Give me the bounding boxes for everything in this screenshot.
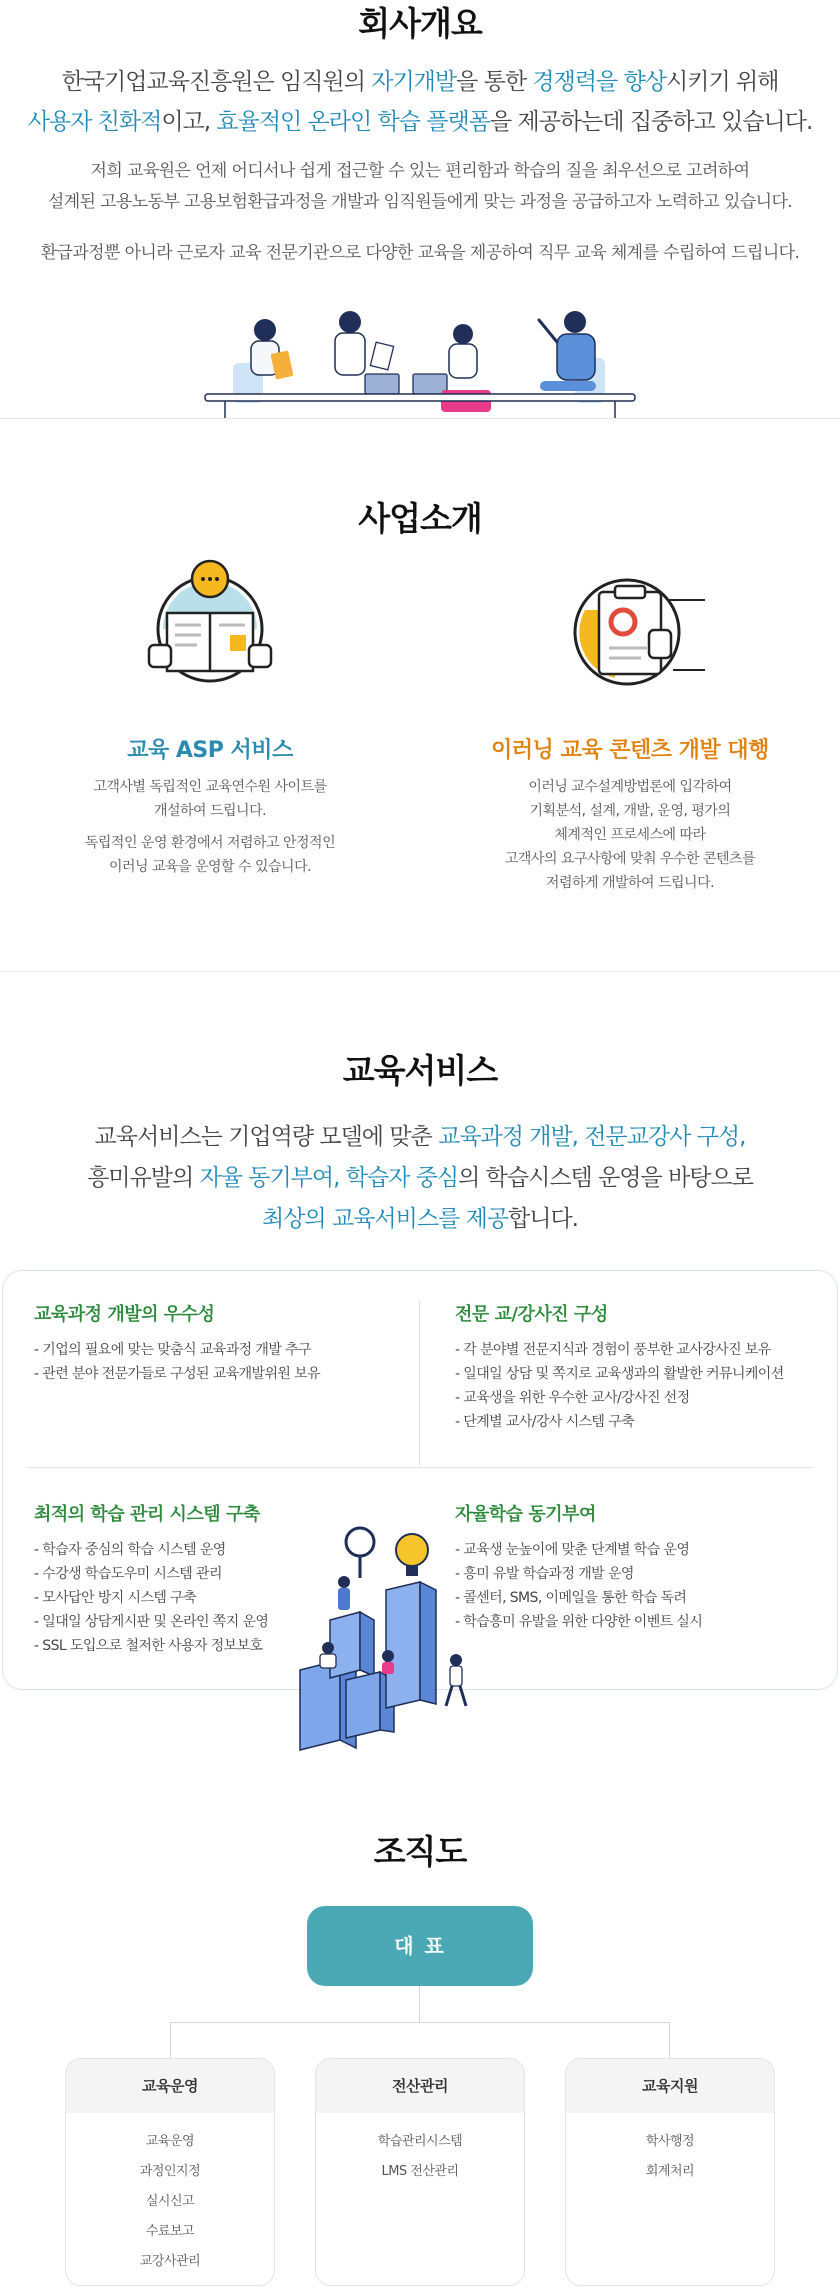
clipboard-icon xyxy=(555,570,715,690)
company-title: 회사개요 xyxy=(358,4,482,43)
org-line-left xyxy=(170,2022,171,2058)
company-para1-line2: 설계된 고용노동부 고용보험환급과정을 개발과 임직원들에게 맞는 과정을 공급하고자 노력하고 있습니다. xyxy=(47,192,793,212)
services-lead-line2: 흥미유발의 자율 동기부여, 학습자 중심의 학습시스템 운영을 바탕으로 xyxy=(87,1165,753,1191)
business-title: 사업소개 xyxy=(358,499,482,538)
org-line-vertical xyxy=(419,1986,420,2022)
company-lead-line1: 한국기업교육진흥원은 임직원의 자기개발을 통한 경쟁력을 향상시키기 위해 xyxy=(61,69,779,95)
service-block-instructors: 전문 교/강사진 구성 - 각 분야별 전문지식과 경험이 풍부한 교사강사진 보유 - 일대일 상담 및 쪽지로 교육생과의 활발한 커뮤니케이션 - 교육생을 위한 우수한 교사/강사진 선정 - 단계별 교사/강사 시스템 구축 xyxy=(455,1304,784,1430)
meeting-illustration xyxy=(195,308,645,418)
service-block-motivation: 자율학습 동기부여 - 교육생 눈높이에 맞춘 단계별 학습 운영 - 흥미 유발 학습과정 개발 운영 - 콜센터, SMS, 이메일을 통한 학습 독려 - 학습흥미 유발을 위한 다양한 이벤트 실시 xyxy=(455,1504,703,1630)
learning-blocks-illustration xyxy=(280,1520,480,1752)
company-para1-line1: 저희 교육원은 언제 어디서나 쉽게 접근할 수 있는 편리함과 학습의 질을 최우선으로 고려하여 xyxy=(90,161,750,181)
service-block-curriculum: 교육과정 개발의 우수성 - 기업의 필요에 맞는 맞춤식 교육과정 개발 추구 - 관련 분야 전문가들로 구성된 교육개발위원 보유 xyxy=(34,1304,321,1382)
org-dept-support: 교육지원 학사행정 회계처리 xyxy=(565,2058,775,2286)
org-title: 조직도 xyxy=(373,1832,467,1871)
business-asp-title: 교육 ASP 서비스 xyxy=(127,738,293,763)
section-divider-1 xyxy=(0,418,840,419)
service-block-lms: 최적의 학습 관리 시스템 구축 - 학습자 중심의 학습 시스템 운영 - 수강생 학습도우미 시스템 관리 - 모사답안 방지 시스템 구축 - 일대일 상담게시판 및 온라인 쪽지 운영 - SSL 도입으로 철저한 사용자 정보보호 xyxy=(34,1504,269,1654)
services-title: 교육서비스 xyxy=(342,1051,498,1090)
company-lead-line2: 사용자 친화적이고, 효율적인 온라인 학습 플랫폼을 제공하는데 집중하고 있습니다. xyxy=(27,109,813,135)
services-lead-line3: 최상의 교육서비스를 제공합니다. xyxy=(262,1206,578,1232)
org-line-right xyxy=(669,2022,670,2058)
section-divider-2 xyxy=(0,971,840,972)
services-horizontal-divider xyxy=(28,1467,812,1468)
services-vertical-divider xyxy=(419,1300,420,1466)
org-line-horizontal xyxy=(170,2022,670,2023)
services-lead-line1: 교육서비스는 기업역량 모델에 맞춘 교육과정 개발, 전문교강사 구성, xyxy=(94,1124,746,1150)
business-asp-desc: 고객사별 독립적인 교육연수원 사이트를 개설하여 드립니다. 독립적인 운영 환경에서 저렴하고 안정적인 이러닝 교육을 운영할 수 있습니다. xyxy=(84,779,336,875)
book-icon xyxy=(135,557,285,687)
business-contents-title: 이러닝 교육 콘텐츠 개발 대행 xyxy=(491,738,769,763)
org-dept-education: 교육운영 교육운영 과정인지정 실시신고 수료보고 교강사관리 xyxy=(65,2058,275,2286)
org-dept-it: 전산관리 학습관리시스템 LMS 전산관리 xyxy=(315,2058,525,2286)
org-ceo-box: 대 표 xyxy=(307,1906,533,1986)
company-para2: 환급과정뿐 아니라 근로자 교육 전문기관으로 다양한 교육을 제공하여 직무 교육 체계를 수립하여 드립니다. xyxy=(40,243,800,263)
business-contents-desc: 이러닝 교수설계방법론에 입각하여 기획분석, 설계, 개발, 운영, 평가의 체계적인 프로세스에 따라 고객사의 요구사항에 맞춰 우수한 콘텐츠를 저렴하게 개발하여 드립니다. xyxy=(504,779,756,891)
